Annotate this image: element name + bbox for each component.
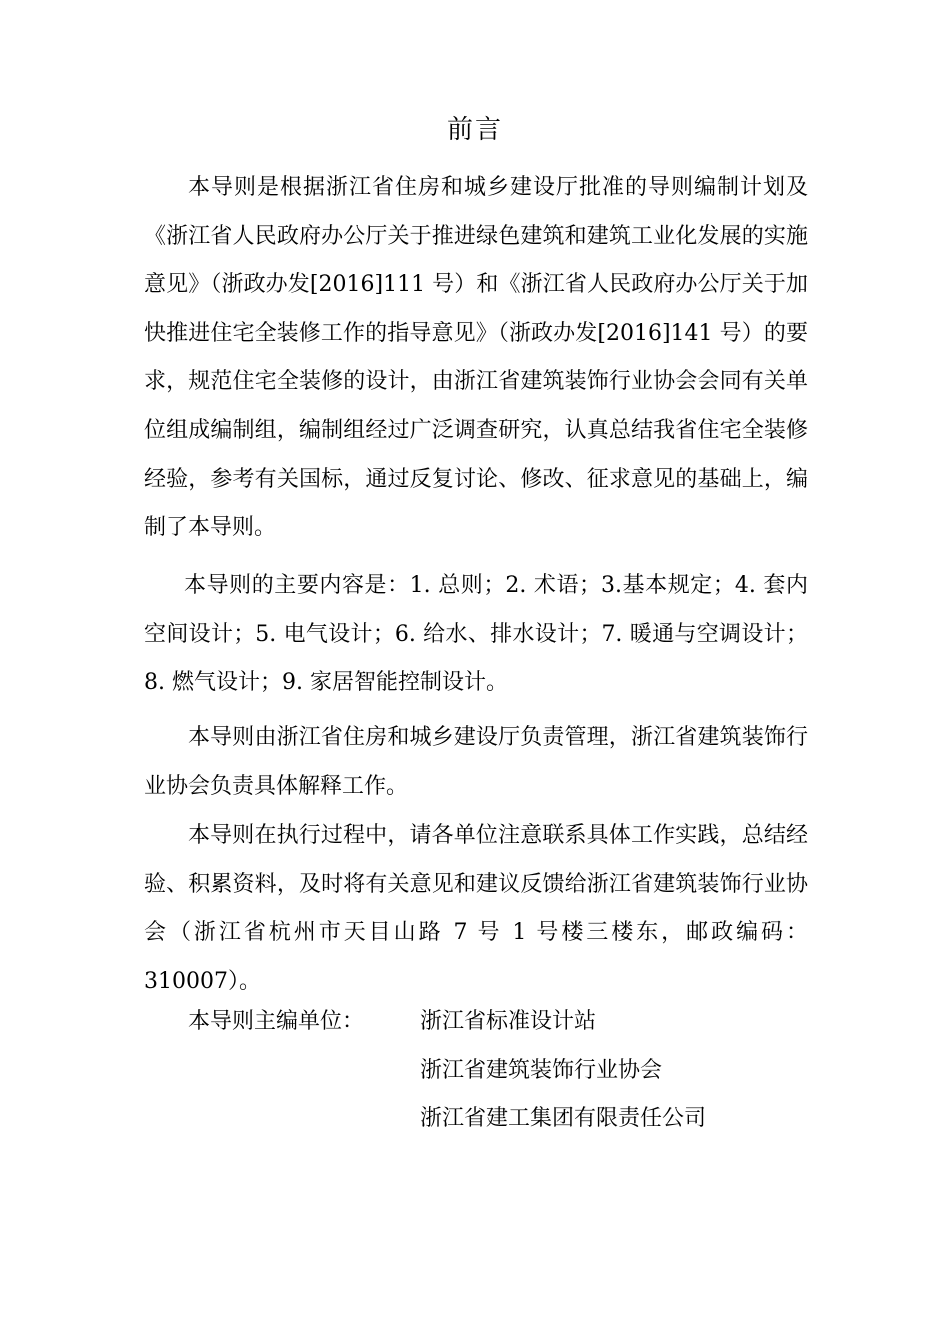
intro-paragraph: 本导则是根据浙江省住房和城乡建设厅批准的导则编制计划及《浙江省人民政府办公厅关于推进绿色建筑和建筑工业化发展的实施意见》（浙政办发[2016]111 号）和《浙江省人民政府办公厅关于加快推进住宅全装修工作的指导意见》（浙政办发[2016]141 号）的要求，规范住宅全装修的设计，由浙江省建筑装饰行业协会会同有关单位组成编制组，编制组经过广泛调查研究，认真总结我省住宅全装修经验，参考有关国标，通过反复讨论、修改、征求意见的基础上，编制了本导则。: [144, 175, 808, 541]
feedback-paragraph: 本导则在执行过程中，请各单位注意联系具体工作实践，总结经验、积累资料，及时将有关意见和建议反馈给浙江省建筑装饰行业协会（浙江省杭州市天目山路 7 号 1 号楼三楼东，邮政编码：310007）。: [144, 823, 808, 994]
editor-unit: 浙江省建工集团有限责任公司: [420, 1106, 707, 1132]
editor-unit: 浙江省标准设计站: [420, 1009, 597, 1034]
management-paragraph: 本导则由浙江省住房和城乡建设厅负责管理，浙江省建筑装饰行业协会负责具体解释工作。: [144, 725, 808, 799]
page-title: 前言: [446, 115, 503, 145]
editor-unit: 浙江省建筑装饰行业协会: [420, 1057, 663, 1083]
contents-paragraph: 本导则的主要内容是：1. 总则；2. 术语；3.基本规定；4. 套内空间设计；5. 电气设计；6. 给水、排水设计；7. 暖通与空调设计；8. 燃气设计；9. 家居智能控制设计。: [144, 573, 808, 696]
editor-units-label: 本导则主编单位：: [188, 1009, 365, 1034]
